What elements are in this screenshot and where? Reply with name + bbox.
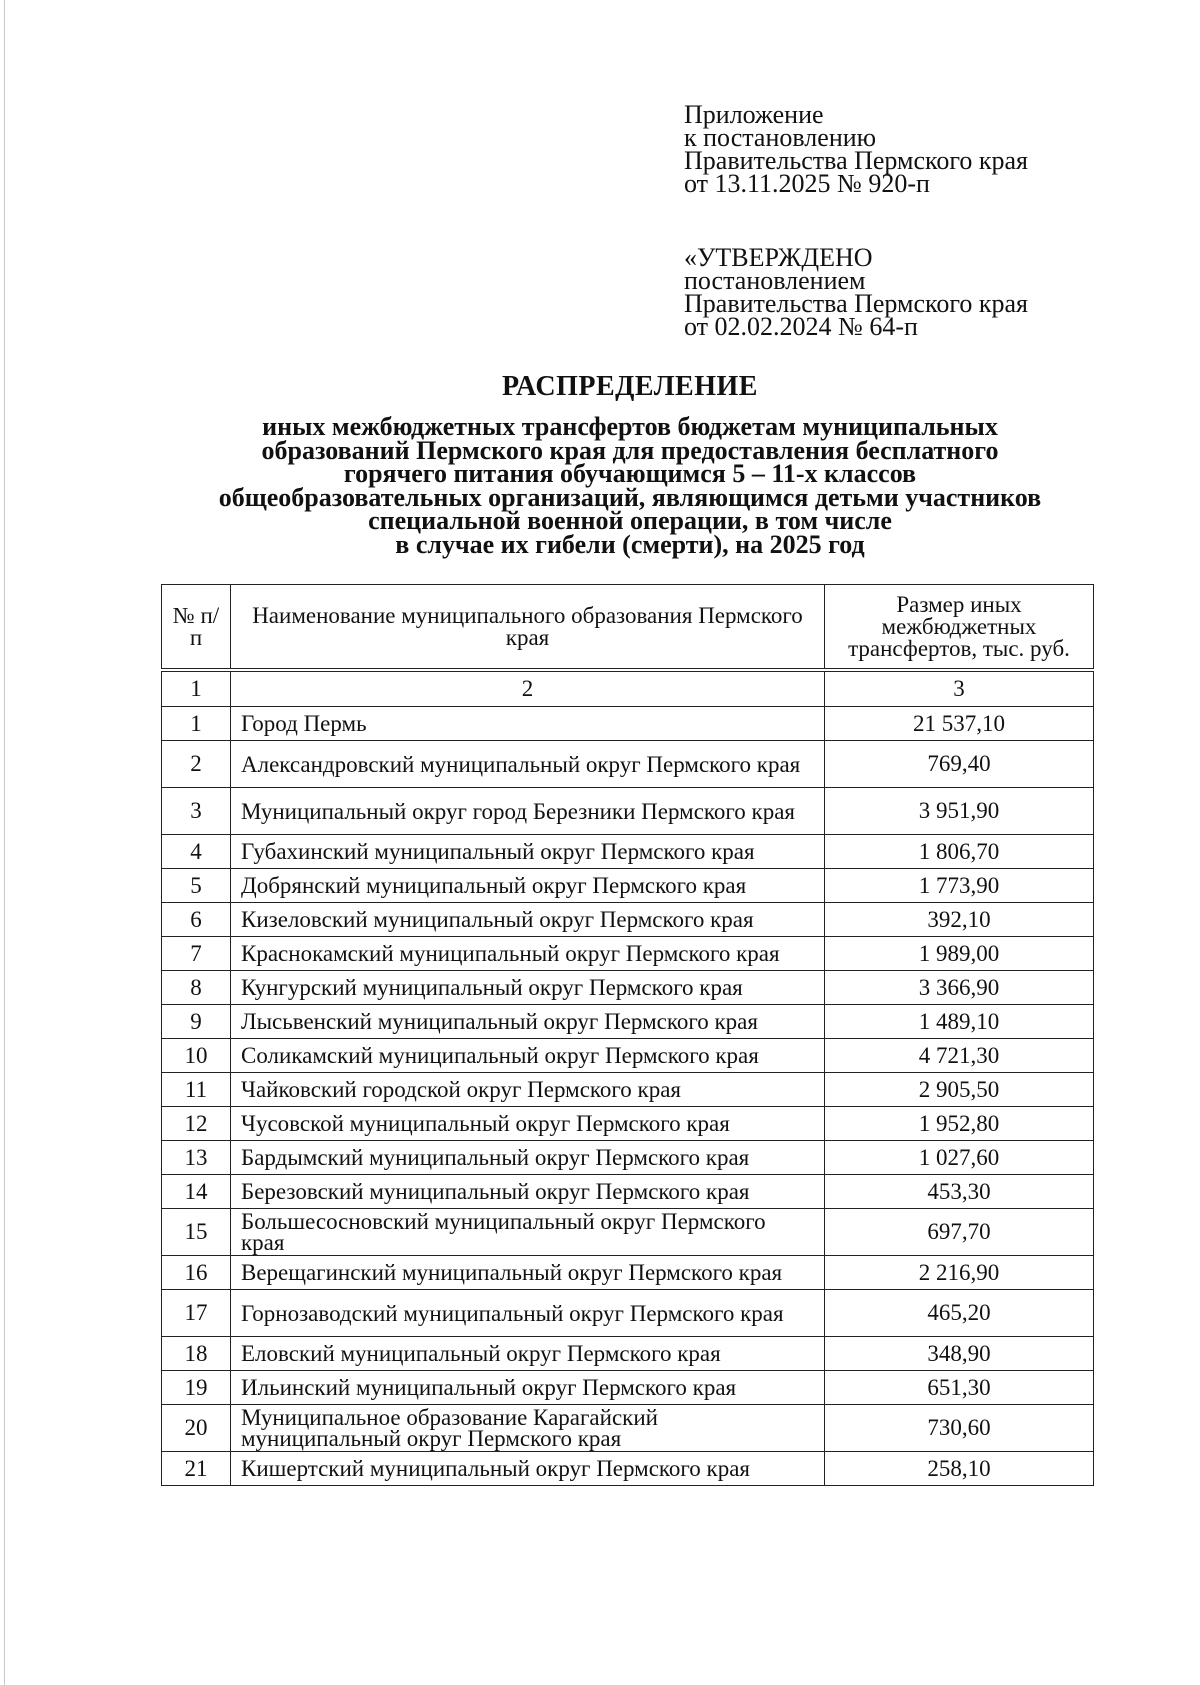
- column-number-row: [162, 670, 1094, 707]
- table-row: [162, 788, 1094, 835]
- row-number: 11: [162, 1073, 231, 1107]
- transfer-amount: 465,20: [825, 1290, 1094, 1337]
- row-number: 16: [162, 1256, 231, 1290]
- municipality-name: Ильинский муниципальный округ Пермского края: [231, 1371, 825, 1405]
- municipality-name: Муниципальное образование Карагайский муниципальный округ Пермского края: [231, 1405, 825, 1452]
- municipality-name: Добрянский муниципальный округ Пермского края: [231, 869, 825, 903]
- transfer-amount: 2 905,50: [825, 1073, 1094, 1107]
- municipality-name: Муниципальный округ город Березники Пермского края: [231, 788, 825, 835]
- municipality-name: Соликамский муниципальный округ Пермского края: [231, 1039, 825, 1073]
- municipality-name: Горнозаводский муниципальный округ Пермского края: [231, 1290, 825, 1337]
- document-title: РАСПРЕДЕЛЕНИЕ: [502, 371, 758, 402]
- appendix-line: Приложение: [684, 100, 824, 129]
- row-number: 4: [162, 835, 231, 869]
- approved-line: Правительства Пермского края: [684, 289, 1028, 318]
- subtitle-line: горячего питания обучающимся 5 – 11-х классов: [343, 459, 917, 488]
- transfer-amount: 453,30: [825, 1175, 1094, 1209]
- row-number: 9: [162, 1005, 231, 1039]
- municipality-name: Кизеловский муниципальный округ Пермского края: [231, 903, 825, 937]
- subtitle-line: в случае их гибели (смерти), на 2025 год: [395, 529, 865, 559]
- municipality-name: Кунгурский муниципальный округ Пермского края: [231, 971, 825, 1005]
- transfer-amount: 1 806,70: [825, 835, 1094, 869]
- row-number: 7: [162, 937, 231, 971]
- municipality-name: Кишертский муниципальный округ Пермского края: [231, 1452, 825, 1486]
- row-number: 18: [162, 1337, 231, 1371]
- row-number: 2: [162, 741, 231, 788]
- transfer-amount: 3 951,90: [825, 788, 1094, 835]
- municipality-name: Чайковский городской округ Пермского края: [231, 1073, 825, 1107]
- row-number: 6: [162, 903, 231, 937]
- transfer-amount: 730,60: [825, 1405, 1094, 1452]
- table-row: [162, 971, 1094, 1005]
- table-row: [162, 1073, 1094, 1107]
- transfer-amount: 3 366,90: [825, 971, 1094, 1005]
- table-header-row: [162, 585, 1094, 671]
- row-number: 3: [162, 788, 231, 835]
- row-number: 10: [162, 1039, 231, 1073]
- table-row: [162, 869, 1094, 903]
- transfer-amount: 1 989,00: [825, 937, 1094, 971]
- row-number: 20: [162, 1405, 231, 1452]
- table-row: [162, 1256, 1094, 1290]
- table-row: [162, 1337, 1094, 1371]
- transfer-amount: 1 952,80: [825, 1107, 1094, 1141]
- column-number: 2: [231, 670, 825, 707]
- page-edge: [4, 0, 5, 1685]
- municipality-name: Александровский муниципальный округ Пермского края: [231, 741, 825, 788]
- transfer-amount: 4 721,30: [825, 1039, 1094, 1073]
- table-row: [162, 1039, 1094, 1073]
- transfer-amount: 651,30: [825, 1371, 1094, 1405]
- header-num: № п/п: [162, 585, 231, 671]
- transfer-amount: 21 537,10: [825, 707, 1094, 741]
- row-number: 15: [162, 1209, 231, 1256]
- subtitle-line: общеобразовательных организаций, являющимся детьми участников: [218, 482, 1042, 512]
- column-number: 3: [825, 670, 1094, 707]
- row-number: 17: [162, 1290, 231, 1337]
- transfer-amount: 2 216,90: [825, 1256, 1094, 1290]
- transfer-amount: 769,40: [825, 741, 1094, 788]
- table-row: [162, 1209, 1094, 1256]
- transfer-amount: 1 027,60: [825, 1141, 1094, 1175]
- header-amount: Размер иных межбюджетных трансфертов, тыс. руб.: [825, 585, 1094, 671]
- transfer-amount: 697,70: [825, 1209, 1094, 1256]
- municipality-name: Лысьвенский муниципальный округ Пермского края: [231, 1005, 825, 1039]
- row-number: 14: [162, 1175, 231, 1209]
- transfer-amount: 348,90: [825, 1337, 1094, 1371]
- appendix-block: [684, 100, 1104, 198]
- municipality-name: Верещагинский муниципальный округ Пермского края: [231, 1256, 825, 1290]
- table-row: [162, 1452, 1094, 1486]
- table-row: [162, 1405, 1094, 1452]
- subtitle-line: иных межбюджетных трансфертов бюджетам муниципальных: [262, 412, 998, 441]
- document-subtitle: [150, 412, 1110, 559]
- transfer-amount: 1 489,10: [825, 1005, 1094, 1039]
- subtitle-line: специальной военной операции, в том числе: [368, 506, 892, 535]
- table-row: [162, 937, 1094, 971]
- row-number: 1: [162, 707, 231, 741]
- transfer-amount: 392,10: [825, 903, 1094, 937]
- row-number: 5: [162, 869, 231, 903]
- table-row: [162, 707, 1094, 741]
- municipality-name: Город Пермь: [231, 707, 825, 741]
- subtitle-line: образований Пермского края для предоставления бесплатного: [261, 435, 999, 465]
- approved-block: [684, 243, 1104, 341]
- column-number: 1: [162, 670, 231, 707]
- municipality-name: Березовский муниципальный округ Пермского края: [231, 1175, 825, 1209]
- municipality-name: Чусовской муниципальный округ Пермского края: [231, 1107, 825, 1141]
- table-row: [162, 1175, 1094, 1209]
- table-row: [162, 835, 1094, 869]
- approved-line: от 02.02.2024 № 64-п: [684, 312, 918, 341]
- allocation-table: [161, 584, 1094, 1486]
- row-number: 21: [162, 1452, 231, 1486]
- table-row: [162, 903, 1094, 937]
- row-number: 13: [162, 1141, 231, 1175]
- appendix-line: Правительства Пермского края: [684, 146, 1028, 175]
- municipality-name: Большесосновский муниципальный округ Пермского края: [231, 1209, 825, 1256]
- approved-line: «УТВЕРЖДЕНО: [684, 243, 873, 272]
- row-number: 19: [162, 1371, 231, 1405]
- appendix-line: от 13.11.2025 № 920-п: [684, 169, 930, 198]
- municipality-name: Губахинский муниципальный округ Пермского края: [231, 835, 825, 869]
- row-number: 8: [162, 971, 231, 1005]
- table-row: [162, 1371, 1094, 1405]
- table-row: [162, 1107, 1094, 1141]
- table-row: [162, 1141, 1094, 1175]
- table-row: [162, 1005, 1094, 1039]
- municipality-name: Краснокамский муниципальный округ Пермского края: [231, 937, 825, 971]
- header-name: Наименование муниципального образования Пермского края: [231, 585, 825, 671]
- table-row: [162, 1290, 1094, 1337]
- row-number: 12: [162, 1107, 231, 1141]
- appendix-line: к постановлению: [684, 123, 877, 152]
- municipality-name: Бардымский муниципальный округ Пермского края: [231, 1141, 825, 1175]
- approved-line: постановлением: [684, 266, 866, 295]
- municipality-name: Еловский муниципальный округ Пермского края: [231, 1337, 825, 1371]
- table-row: [162, 741, 1094, 788]
- transfer-amount: 1 773,90: [825, 869, 1094, 903]
- transfer-amount: 258,10: [825, 1452, 1094, 1486]
